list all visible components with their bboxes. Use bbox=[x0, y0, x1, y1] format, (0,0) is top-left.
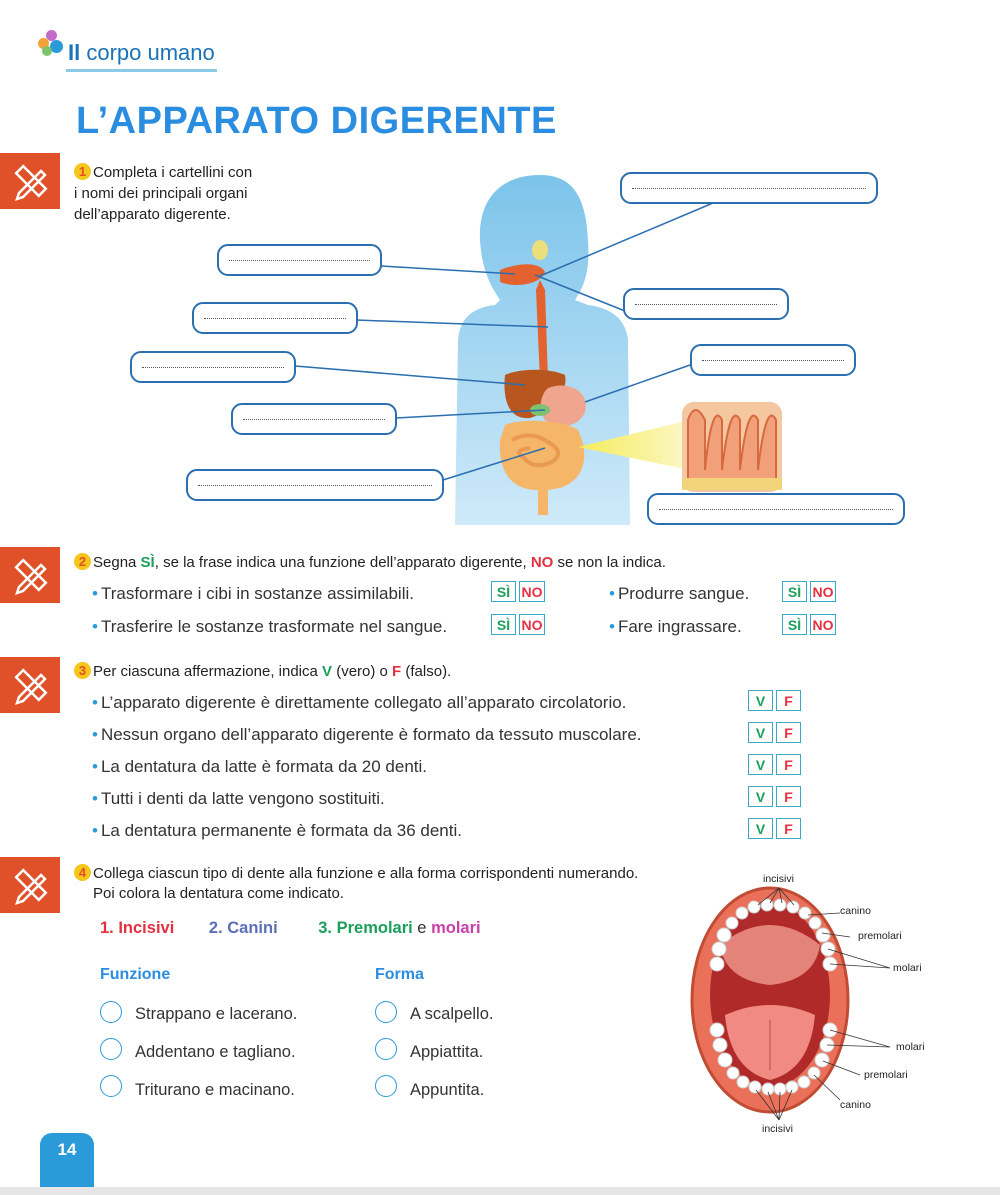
label-premolari-bottom: premolari bbox=[864, 1069, 908, 1081]
form-header: Forma bbox=[375, 966, 424, 983]
exercise-4-instruction: 4 Collega ciascun tipo di dente alla funzione e alla forma corrispondenti numerando. Poi colora la dentatura come indicato. bbox=[74, 864, 638, 904]
form-option-1: A scalpello. bbox=[410, 1005, 494, 1023]
statement-2-3: • Produrre sangue. bbox=[609, 584, 750, 603]
label-box-4[interactable] bbox=[192, 302, 358, 334]
label-molari-bottom: molari bbox=[896, 1041, 925, 1053]
exercise-1-instruction: 1 Completa i cartellini con i nomi dei principali organi dell’apparato digerente. bbox=[74, 164, 253, 223]
statement-3-5: • La dentatura permanente è formata da 36 denti. bbox=[92, 821, 462, 840]
label-canino-bottom: canino bbox=[840, 1099, 871, 1111]
false-box[interactable]: F bbox=[776, 690, 801, 711]
tooth-types-legend: 1. Incisivi 2. Canini 3. Premolari e molari bbox=[100, 919, 481, 937]
statement-2-4: • Fare ingrassare. bbox=[609, 617, 742, 636]
label-premolari-top: premolari bbox=[858, 930, 902, 942]
statement-3-2: • Nessun organo dell’apparato digerente è formato da tessuto muscolare. bbox=[92, 725, 642, 744]
label-canino-top: canino bbox=[840, 905, 871, 917]
true-box[interactable]: V bbox=[748, 690, 773, 711]
yes-box[interactable]: SÌ bbox=[491, 614, 516, 635]
no-box[interactable]: NO bbox=[519, 581, 545, 602]
true-box[interactable]: V bbox=[748, 754, 773, 775]
exercise-3-instruction: 3 Per ciascuna affermazione, indica V (vero) o F (falso). bbox=[74, 662, 451, 680]
statement-3-1: • L’apparato digerente è direttamente collegato all’apparato circolatorio. bbox=[92, 693, 627, 712]
label-box-3[interactable] bbox=[623, 288, 789, 320]
digestive-system-illustration bbox=[0, 0, 1000, 540]
false-box[interactable]: F bbox=[776, 722, 801, 743]
no-box[interactable]: NO bbox=[810, 614, 836, 635]
function-option-3: Triturano e macinano. bbox=[135, 1081, 295, 1099]
bottom-divider bbox=[0, 1187, 1000, 1195]
exercise-tag-4 bbox=[0, 857, 60, 913]
label-incisivi-top: incisivi bbox=[763, 873, 794, 885]
true-box[interactable]: V bbox=[748, 818, 773, 839]
false-box[interactable]: F bbox=[776, 754, 801, 775]
label-incisivi-bottom: incisivi bbox=[762, 1123, 793, 1135]
label-box-1[interactable] bbox=[620, 172, 878, 204]
statement-3-4: • Tutti i denti da latte vengono sostituiti. bbox=[92, 789, 385, 808]
false-box[interactable]: F bbox=[776, 818, 801, 839]
pencil-ruler-icon bbox=[11, 555, 51, 595]
statement-2-2: • Trasferire le sostanze trasformate nel sangue. bbox=[92, 617, 448, 636]
yes-box[interactable]: SÌ bbox=[491, 581, 516, 602]
label-box-6[interactable] bbox=[130, 351, 296, 383]
label-box-5[interactable] bbox=[690, 344, 856, 376]
teeth-pointer-lines bbox=[690, 885, 950, 1135]
no-box[interactable]: NO bbox=[519, 614, 545, 635]
function-answer-circle[interactable] bbox=[100, 1075, 122, 1097]
label-molari-top: molari bbox=[893, 962, 922, 974]
form-option-3: Appuntita. bbox=[410, 1081, 485, 1099]
exercise-tag-2 bbox=[0, 547, 60, 603]
yes-box[interactable]: SÌ bbox=[782, 614, 807, 635]
section-title: Il corpo umano bbox=[66, 40, 217, 72]
true-box[interactable]: V bbox=[748, 786, 773, 807]
pencil-ruler-icon bbox=[11, 865, 51, 905]
form-answer-circle[interactable] bbox=[375, 1075, 397, 1097]
statement-2-1: • Trasformare i cibi in sostanze assimilabili. bbox=[92, 584, 414, 603]
statement-3-3: • La dentatura da latte è formata da 20 denti. bbox=[92, 757, 428, 776]
form-answer-circle[interactable] bbox=[375, 1038, 397, 1060]
pencil-ruler-icon bbox=[11, 665, 51, 705]
true-box[interactable]: V bbox=[748, 722, 773, 743]
exercise-2-instruction: 2 Segna SÌ, se la frase indica una funzione dell’apparato digerente, NO se non la indica. bbox=[74, 553, 666, 571]
no-box[interactable]: NO bbox=[810, 581, 836, 602]
page-title: L’APPARATO DIGERENTE bbox=[76, 100, 557, 142]
label-box-7[interactable] bbox=[231, 403, 397, 435]
form-option-2: Appiattita. bbox=[410, 1043, 484, 1061]
label-box-9[interactable] bbox=[647, 493, 905, 525]
yes-box[interactable]: SÌ bbox=[782, 581, 807, 602]
function-header: Funzione bbox=[100, 966, 171, 983]
function-option-1: Strappano e lacerano. bbox=[135, 1005, 298, 1023]
label-box-8[interactable] bbox=[186, 469, 444, 501]
form-answer-circle[interactable] bbox=[375, 1001, 397, 1023]
false-box[interactable]: F bbox=[776, 786, 801, 807]
label-box-2[interactable] bbox=[217, 244, 382, 276]
page-number: 14 bbox=[57, 1140, 77, 1159]
exercise-tag-3 bbox=[0, 657, 60, 713]
function-answer-circle[interactable] bbox=[100, 1038, 122, 1060]
function-answer-circle[interactable] bbox=[100, 1001, 122, 1023]
function-option-2: Addentano e tagliano. bbox=[135, 1043, 296, 1061]
